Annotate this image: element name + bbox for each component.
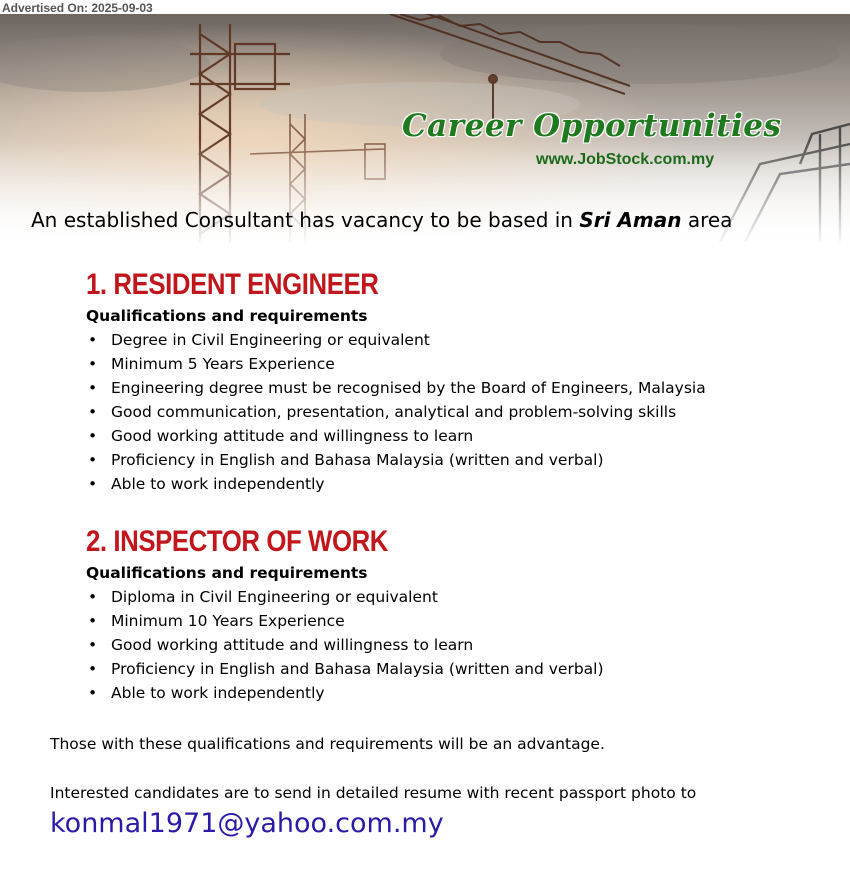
advertised-date: Advertised On: 2025-09-03 bbox=[2, 1, 153, 15]
bullet-icon: • bbox=[88, 355, 98, 373]
job-inspector-of-work bbox=[86, 523, 826, 705]
bullet-icon: • bbox=[88, 331, 98, 349]
job-title: 1. RESIDENT ENGINEER bbox=[86, 268, 379, 301]
list-item bbox=[86, 609, 826, 633]
list-item bbox=[86, 424, 826, 448]
bullet-icon: • bbox=[88, 588, 98, 606]
bullet-icon: • bbox=[88, 684, 98, 702]
list-item bbox=[86, 448, 826, 472]
requirement-text: Engineering degree must be recognised by the Board of Engineers, Malaysia bbox=[111, 379, 706, 397]
list-item bbox=[86, 328, 826, 352]
requirement-text: Good working attitude and willingness to learn bbox=[111, 636, 474, 654]
contact-email: konmal1971@yahoo.com.my bbox=[50, 808, 444, 839]
requirement-text: Good working attitude and willingness to learn bbox=[111, 427, 474, 445]
requirements-list bbox=[86, 585, 826, 705]
bullet-icon: • bbox=[88, 427, 98, 445]
bullet-icon: • bbox=[88, 379, 98, 397]
requirements-heading: Qualifications and requirements bbox=[86, 307, 368, 325]
bullet-icon: • bbox=[88, 636, 98, 654]
list-item bbox=[86, 472, 826, 496]
requirement-text: Able to work independently bbox=[111, 684, 325, 702]
intro-place: Sri Aman bbox=[579, 208, 682, 232]
intro-suffix: area bbox=[681, 208, 733, 232]
intro-prefix: An established Consultant has vacancy to be based in bbox=[31, 208, 580, 232]
job-title: 2. INSPECTOR OF WORK bbox=[86, 525, 388, 558]
list-item bbox=[86, 633, 826, 657]
requirement-text: Minimum 5 Years Experience bbox=[111, 355, 335, 373]
jobstock-url: www.JobStock.com.my bbox=[536, 151, 715, 168]
bullet-icon: • bbox=[88, 660, 98, 678]
bullet-icon: • bbox=[88, 403, 98, 421]
requirement-text: Degree in Civil Engineering or equivalent bbox=[111, 331, 430, 349]
bullet-icon: • bbox=[88, 612, 98, 630]
career-opportunities-title: Career Opportunities bbox=[402, 108, 782, 144]
requirement-text: Minimum 10 Years Experience bbox=[111, 612, 345, 630]
list-item bbox=[86, 681, 826, 705]
requirement-text: Proficiency in English and Bahasa Malaysia (written and verbal) bbox=[111, 451, 604, 469]
list-item bbox=[86, 657, 826, 681]
list-item bbox=[86, 376, 826, 400]
list-item bbox=[86, 352, 826, 376]
requirements-heading: Qualifications and requirements bbox=[86, 564, 368, 582]
intro-sentence bbox=[31, 208, 732, 232]
requirement-text: Good communication, presentation, analytical and problem-solving skills bbox=[111, 403, 677, 421]
bullet-icon: • bbox=[88, 475, 98, 493]
list-item bbox=[86, 585, 826, 609]
requirements-list bbox=[86, 328, 826, 496]
requirement-text: Able to work independently bbox=[111, 475, 325, 493]
list-item bbox=[86, 400, 826, 424]
requirement-text: Diploma in Civil Engineering or equivalent bbox=[111, 588, 438, 606]
requirement-text: Proficiency in English and Bahasa Malaysia (written and verbal) bbox=[111, 660, 604, 678]
apply-instructions: Interested candidates are to send in detailed resume with recent passport photo to bbox=[50, 784, 697, 802]
job-resident-engineer bbox=[86, 266, 826, 496]
advantage-note: Those with these qualifications and requirements will be an advantage. bbox=[50, 735, 605, 753]
bullet-icon: • bbox=[88, 451, 98, 469]
